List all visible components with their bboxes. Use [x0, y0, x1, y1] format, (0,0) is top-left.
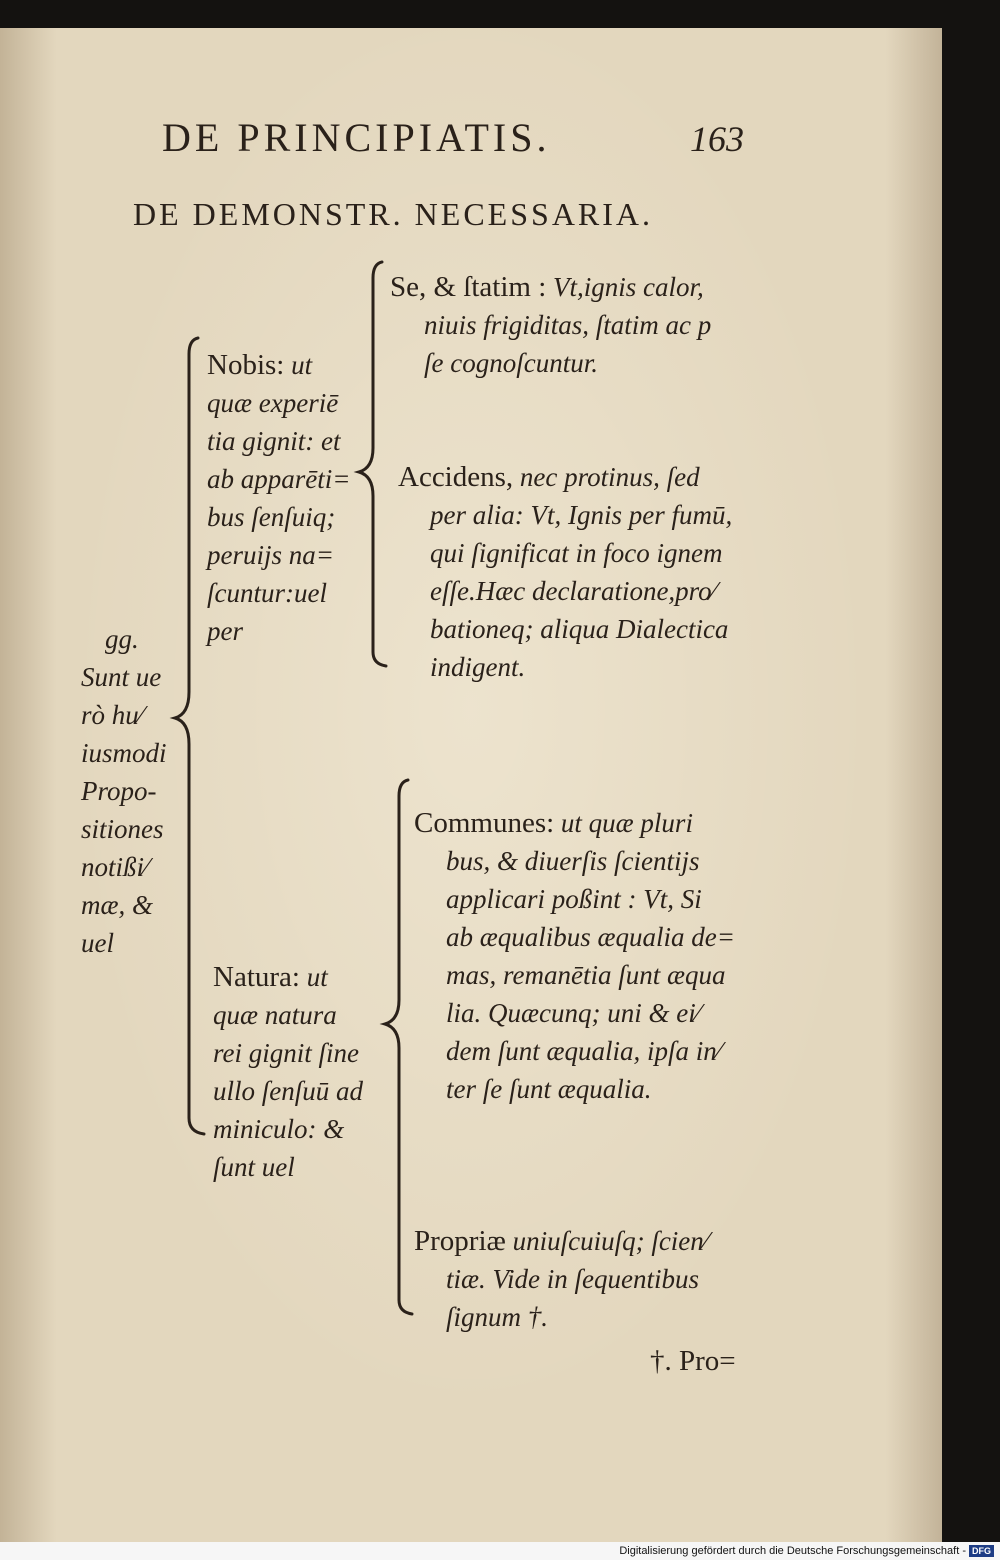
se-first: Vt,ignis calor,: [553, 272, 704, 302]
note-line: sitiones: [81, 814, 164, 844]
se-line: niuis frigiditas, ſtatim ac p: [424, 310, 712, 340]
nobis-line: peruijs na=: [207, 540, 334, 570]
natura-line: ſunt uel: [213, 1152, 295, 1182]
natura-line: rei gignit ſine: [213, 1038, 359, 1068]
nobis-first: ut: [291, 350, 313, 380]
note-line: uel: [81, 928, 114, 958]
catchword: †. Pro=: [650, 1345, 736, 1377]
note-line: Sunt ue: [81, 662, 162, 692]
nobis-head: Nobis:: [207, 349, 285, 381]
propriae-line: ſignum †.: [446, 1302, 549, 1332]
running-head-title: DE PRINCIPIATIS.: [162, 115, 551, 160]
note-line: rò hu⁄: [81, 700, 144, 730]
digitization-footer: [0, 1542, 1000, 1560]
nobis-line: per: [207, 616, 243, 646]
nobis-line: quæ experiē: [207, 388, 339, 418]
communes-block: [414, 804, 735, 1108]
natura-line: quæ natura: [213, 1000, 337, 1030]
natura-line: miniculo: &: [213, 1114, 345, 1144]
accidens-first: nec protinus, ſed: [519, 462, 700, 492]
communes-line: bus, & diuerſis ſcientijs: [446, 846, 700, 876]
nobis-line: tia gignit: et: [207, 426, 341, 456]
accidens-line: bationeq; aliqua Dialectica: [430, 614, 729, 644]
nobis-line: ab apparēti=: [207, 464, 351, 494]
se-block: [390, 268, 711, 382]
accidens-line: indigent.: [430, 652, 526, 682]
note-line: notißi⁄: [81, 852, 149, 882]
nobis-line: bus ſenſuiq;: [207, 502, 336, 532]
nobis-block: [207, 346, 350, 650]
page-number: 163: [690, 119, 744, 159]
natura-block: [213, 958, 363, 1186]
propriae-head: Propriæ: [414, 1225, 506, 1257]
footer-text: Digitalisierung gefördert durch die Deutsche Forschungsgemeinschaft -: [619, 1545, 966, 1557]
dfg-logo: DFG: [969, 1545, 994, 1557]
propriae-block: [414, 1222, 708, 1336]
natura-first: ut: [306, 962, 328, 992]
natura-head: Natura:: [213, 961, 300, 993]
communes-line: lia. Quæcunq; uni & ei⁄: [446, 998, 701, 1028]
communes-head: Communes:: [414, 807, 555, 839]
note-line: Propo-: [81, 776, 157, 806]
propriae-line: tiæ. Vide in ſequentibus: [446, 1264, 699, 1294]
natura-line: ullo ſenſuū ad: [213, 1076, 363, 1106]
communes-line: ab æqualibus æqualia de=: [446, 922, 735, 952]
accidens-line: eſſe.Hæc declaratione,pro⁄: [430, 576, 717, 606]
note-line: iusmodi: [81, 738, 167, 768]
communes-line: mas, remanētia ſunt æqua: [446, 960, 726, 990]
note-mark: gg.: [105, 624, 139, 654]
accidens-head: Accidens,: [398, 461, 514, 493]
communes-first: ut quæ pluri: [560, 808, 693, 838]
left-note: [81, 620, 167, 962]
accidens-block: [398, 458, 732, 686]
se-head: Se, & ſtatim :: [390, 271, 547, 303]
note-line: mæ, &: [81, 890, 154, 920]
communes-line: dem ſunt æqualia, ipſa in⁄: [446, 1036, 722, 1066]
communes-line: ter ſe ſunt æqualia.: [446, 1074, 652, 1104]
section-heading: DE DEMONSTR. NECESSARIA.: [133, 196, 654, 232]
propriae-first: uniuſcuiuſq; ſcien⁄: [512, 1226, 709, 1256]
communes-line: applicari poßint : Vt, Si: [446, 884, 702, 914]
book-page: [0, 28, 942, 1542]
accidens-line: per alia: Vt, Ignis per fumū,: [430, 500, 733, 530]
se-line: ſe cognoſcuntur.: [424, 348, 598, 378]
nobis-line: ſcuntur:uel: [207, 578, 327, 608]
accidens-line: qui ſignificat in foco ignem: [430, 538, 723, 568]
